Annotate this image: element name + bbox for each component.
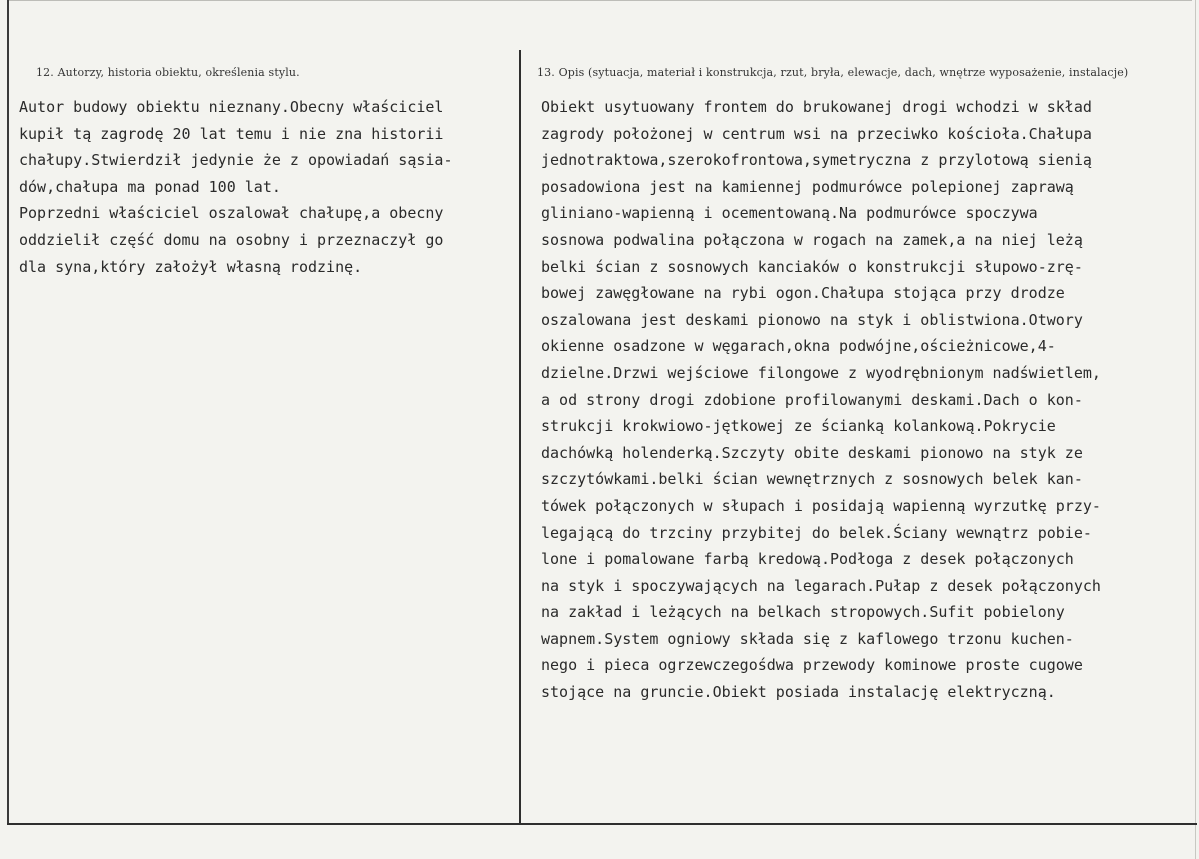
field-13-text-line: bowej zawęgłowane na rybi ogon.Chałupa stojąca przy drodze <box>541 284 1065 303</box>
field-12-header: 12. Autorzy, historia obiektu, określenia stylu. <box>36 66 300 79</box>
field-13-text-line: stojące na gruncie.Obiekt posiada instalację elektryczną. <box>541 683 1056 702</box>
field-13-text-line: na styk i spoczywających na legarach.Pułap z desek połączonych <box>541 576 1101 595</box>
field-13-text-line: lone i pomalowane farbą kredową.Podłoga z desek połączonych <box>541 550 1074 569</box>
field-13-text-line: belki ścian z sosnowych kanciaków o konstrukcji słupowo-zrę- <box>541 257 1083 276</box>
field-13-text-line: gliniano-wapienną i ocementowaną.Na podmurówce spoczywa <box>541 204 1038 223</box>
field-13-text-line: szczytówkami.belki ścian wewnętrznych z sosnowych belek kan- <box>541 470 1083 489</box>
field-13-text-line: na zakład i leżących na belkach stropowych.Sufit pobielony <box>541 603 1065 622</box>
field-13-text-line: wapnem.System ogniowy składa się z kaflowego trzonu kuchen- <box>541 629 1074 648</box>
field-13-text-line: tówek połączonych w słupach i posidają wapienną wyrzutkę przy- <box>541 496 1101 515</box>
field-13-text-line: jednotraktowa,szerokofrontowa,symetryczna z przylotową sienią <box>541 151 1092 170</box>
field-13-header: 13. Opis (sytuacja, materiał i konstrukcja, rzut, bryła, elewacje, dach, wnętrze wyposażenie, instalacje) <box>537 66 1129 79</box>
field-12-text-line: kupił tą zagrodę 20 lat temu i nie zna historii <box>19 124 444 143</box>
form-right-edge <box>1195 0 1196 859</box>
field-12-text-line: chałupy.Stwierdził jedynie że z opowiadań sąsia- <box>19 151 453 170</box>
field-13-text-line: nego i pieca ogrzewczegośdwa przewody kominowe proste cugowe <box>541 656 1083 675</box>
field-13-text-line: posadowiona jest na kamiennej podmurówce polepionej zaprawą <box>541 177 1074 196</box>
field-13-text-line: a od strony drogi zdobione profilowanymi deskami.Dach o kon- <box>541 390 1083 409</box>
field-12-text-line: Poprzedni właściciel oszalował chałupę,a obecny <box>19 204 444 223</box>
field-13-text-line: legającą do trzciny przybitej do belek.Ściany wewnątrz pobie- <box>541 523 1092 542</box>
field-12-typed-text <box>19 94 452 280</box>
form-bottom-rule <box>7 823 1197 825</box>
field-13-text-line: strukcji krokwiowo-jętkowej ze ścianką kolankową.Pokrycie <box>541 417 1056 436</box>
field-13-text-line: dachówką holenderką.Szczyty obite deskami pionowo na styk ze <box>541 443 1083 462</box>
field-13-text-line: oszalowana jest deskami pionowo na styk i oblistwiona.Otwory <box>541 310 1083 329</box>
field-13-text-line: zagrody położonej w centrum wsi na przeciwko kościoła.Chałupa <box>541 124 1092 143</box>
field-13-text-line: Obiekt usytuowany frontem do brukowanej drogi wchodzi w skład <box>541 98 1092 116</box>
field-13-typed-text <box>541 94 1101 706</box>
field-13-text-line: dzielne.Drzwi wejściowe filongowe z wyodrębnionym nadświetlem, <box>541 363 1101 382</box>
field-13-text-line: okienne osadzone w węgarach,okna podwójne,ościeżnicowe,4- <box>541 337 1056 356</box>
field-12-text-line: oddzielił część domu na osobny i przeznaczył go <box>19 230 444 249</box>
form-left-border <box>7 0 9 823</box>
field-12-text-line: Autor budowy obiektu nieznany.Obecny właściciel <box>19 98 444 116</box>
field-13-text-line: sosnowa podwalina połączona w rogach na zamek,a na niej leżą <box>541 230 1083 249</box>
column-divider <box>519 50 521 825</box>
field-12-text-line: dów,chałupa ma ponad 100 lat. <box>19 177 281 196</box>
field-12-text-line: dla syna,który założył własną rodzinę. <box>19 257 363 276</box>
form-top-border <box>7 0 1192 1</box>
